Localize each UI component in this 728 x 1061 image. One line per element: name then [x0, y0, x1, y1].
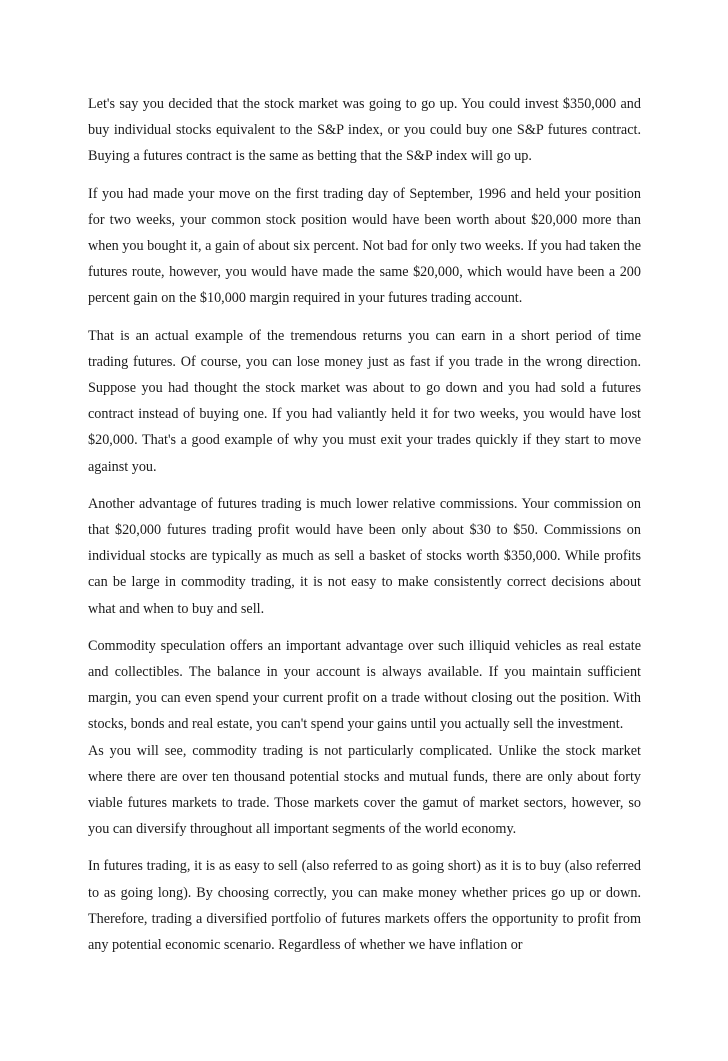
- paragraph-5: Commodity speculation offers an important advantage over such illiquid vehicles as real estate and collectibles. The balance in your account is always available. If you maintain sufficient margin, you can even spend your current profit on a trade without closing out the position. With stocks, bonds and real estate, you can't spend your gains until you actually sell the investment.: [88, 637, 641, 733]
- document-page: [88, 91, 641, 969]
- paragraph-7: In futures trading, it is as easy to sell (also referred to as going short) as it is to buy (also referred to as going long). By choosing correctly, you can make money whether prices go up or down. Therefore, trading a diversified portfolio of futures markets offers the opportunity to profit from any potential economic scenario. Regardless of whether we have inflation or: [88, 858, 641, 954]
- paragraph-1: Let's say you decided that the stock market was going to go up. You could invest $350,000 and buy individual stocks equivalent to the S&P index, or you could buy one S&P futures contract. Buying a futures contract is the same as betting that the S&P index will go up.: [88, 96, 641, 165]
- paragraph-2: If you had made your move on the first trading day of September, 1996 and held your position for two weeks, your common stock position would have been worth about $20,000 more than when you bought it, a gain of about six percent. Not bad for only two weeks. If you had taken the futures route, however, you would have made the same $20,000, which would have been a 200 percent gain on the $10,000 margin required in your futures trading account.: [88, 185, 641, 307]
- paragraph-3: That is an actual example of the tremendous returns you can earn in a short period of time trading futures. Of course, you can lose money just as fast if you trade in the wrong direction. Suppose you had thought the stock market was about to go down and you had sold a futures contract instead of buying one. If you had valiantly held it for two weeks, you would have lost $20,000. That's a good example of why you must exit your trades quickly if they start to move against you.: [88, 327, 641, 475]
- paragraph-6: As you will see, commodity trading is not particularly complicated. Unlike the stock market where there are over ten thousand potential stocks and mutual funds, there are only about forty viable futures markets to trade. Those markets cover the gamut of market sectors, however, so you can diversify throughout all important segments of the world economy.: [88, 742, 641, 838]
- paragraph-4: Another advantage of futures trading is much lower relative commissions. Your commission on that $20,000 futures trading profit would have been only about $30 to $50. Commissions on individual stocks are typically as much as sell a basket of stocks worth $350,000. While profits can be large in commodity trading, it is not easy to make consistently correct decisions about what and when to buy and sell.: [88, 495, 641, 617]
